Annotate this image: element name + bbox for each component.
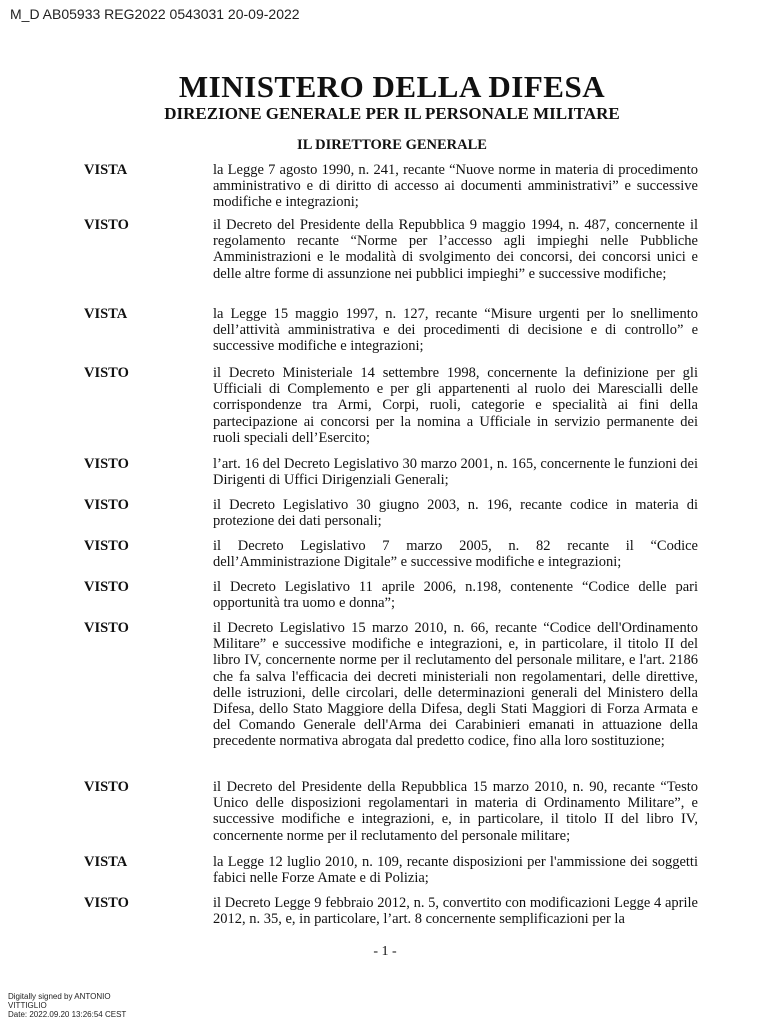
premise-text: la Legge 7 agosto 1990, n. 241, recante “Nuove norme in materia di procedimento amministrativo e di diritto di accesso ai documenti amministrativi” e successive modifiche e integrazioni; (213, 162, 698, 211)
premise-keyword: VISTO (84, 538, 129, 554)
page-number: - 1 - (373, 944, 397, 959)
premise-keyword: VISTO (84, 779, 129, 795)
signature-line: Digitally signed by ANTONIO (8, 992, 111, 1001)
premise-item (84, 779, 698, 854)
premise-text: il Decreto Legge 9 febbraio 2012, n. 5, convertito con modificazioni Legge 4 aprile 2012, n. 35, e, in particolare, l’art. 8 concernente semplificazioni per la (213, 895, 698, 928)
premise-item (84, 579, 698, 620)
premise-text: la Legge 15 maggio 1997, n. 127, recante “Misure urgenti per lo snellimento dell’attività amministrativa e dei procedimenti di decisione e di controllo” e successive modifiche e integrazioni; (213, 306, 698, 355)
premise-item (84, 217, 698, 306)
premise-keyword: VISTO (84, 895, 129, 911)
premise-item (84, 620, 698, 779)
signature-date: Date: 2022.09.20 13:26:54 CEST (8, 1010, 127, 1019)
premise-keyword: VISTO (84, 217, 129, 233)
premise-text: l’art. 16 del Decreto Legislativo 30 marzo 2001, n. 165, concernente le funzioni dei Dirigenti di Uffici Dirigenziali Generali; (213, 456, 698, 489)
premise-keyword: VISTO (84, 497, 129, 513)
protocol-number: M_D AB05933 REG2022 0543031 20-09-2022 (10, 6, 300, 22)
premise-item (84, 854, 698, 895)
premise-text: il Decreto Legislativo 30 giugno 2003, n. 196, recante codice in materia di protezione dei dati personali; (213, 497, 698, 530)
premises-list (84, 162, 698, 935)
premise-keyword: VISTA (84, 306, 128, 322)
premise-text: il Decreto Ministeriale 14 settembre 1998, concernente la definizione per gli Ufficiali di Complemento e per gli appartenenti al ruolo dei Marescialli delle corrispondenze tra Armi, Corpi, ruoli, categorie e specialità ai fini della partecipazione ai concorsi per la nomina a Ufficiale in servizio permanente dei ruoli speciali dell’Esercito; (213, 365, 698, 446)
premise-keyword: VISTO (84, 620, 129, 636)
premise-text: il Decreto Legislativo 15 marzo 2010, n. 66, recante “Codice dell'Ordinamento Militare” e successive modifiche e integrazioni, e, in particolare, il titolo II del libro IV, concernente norme per il reclutamento del personale militare, e l'art. 2186 che fa salva l'efficacia dei decreti ministeriali non regolamentari, delle direttive, delle istruzioni, delle circolari, delle determinazioni generali del Ministero della Difesa, dello Stato Maggiore della Difesa, degli Stati Maggiori di Forza Armata e del Comando Generale dell'Arma dei Carabinieri emanati in attuazione della precedente normativa abrogata dal predetto codice, fino alla loro sostituzione; (213, 620, 698, 750)
premise-item (84, 456, 698, 497)
premise-keyword: VISTO (84, 579, 129, 595)
premise-keyword: VISTO (84, 365, 129, 381)
premise-keyword: VISTA (84, 854, 128, 870)
premise-item (84, 365, 698, 456)
premise-item (84, 538, 698, 579)
premise-text: il Decreto Legislativo 7 marzo 2005, n. 82 recante il “Codice dell’Amministrazione Digitale” e successive modifiche e integrazioni; (213, 538, 698, 571)
digital-signature (8, 992, 126, 1019)
premise-text: il Decreto del Presidente della Repubblica 15 marzo 2010, n. 90, recante “Testo Unico delle disposizioni regolamentari in materia di Ordinamento Militare”, e successive modifiche e integrazioni, e, in particolare, il titolo II del libro IV, concernente norme per il reclutamento del personale militare; (213, 779, 698, 844)
premise-text: il Decreto Legislativo 11 aprile 2006, n.198, contenente “Codice delle pari opportunità tra uomo e donna”; (213, 579, 698, 612)
directorate-subtitle: DIREZIONE GENERALE PER IL PERSONALE MILITARE (164, 104, 620, 123)
premise-keyword: VISTO (84, 456, 129, 472)
signature-line: VITTIGLIO (8, 1001, 47, 1010)
premise-item (84, 895, 698, 935)
premise-item (84, 306, 698, 365)
premise-keyword: VISTA (84, 162, 128, 178)
ministry-title: MINISTERO DELLA DIFESA (178, 69, 606, 104)
premise-text: il Decreto del Presidente della Repubblica 9 maggio 1994, n. 487, concernente il regolamento recante “Norme per l’accesso agli impieghi nelle Pubbliche Amministrazioni e le modalità di svolgimento dei concorsi, dei concorsi unici e delle altre forme di assunzione nei pubblici impieghi” e successive modifiche; (213, 217, 698, 282)
director-heading: IL DIRETTORE GENERALE (297, 137, 487, 153)
premise-item (84, 162, 698, 217)
document-header (0, 70, 770, 154)
premise-item (84, 497, 698, 538)
premise-text: la Legge 12 luglio 2010, n. 109, recante disposizioni per l'ammissione dei soggetti fabici nelle Forze Amate e di Polizia; (213, 854, 698, 887)
